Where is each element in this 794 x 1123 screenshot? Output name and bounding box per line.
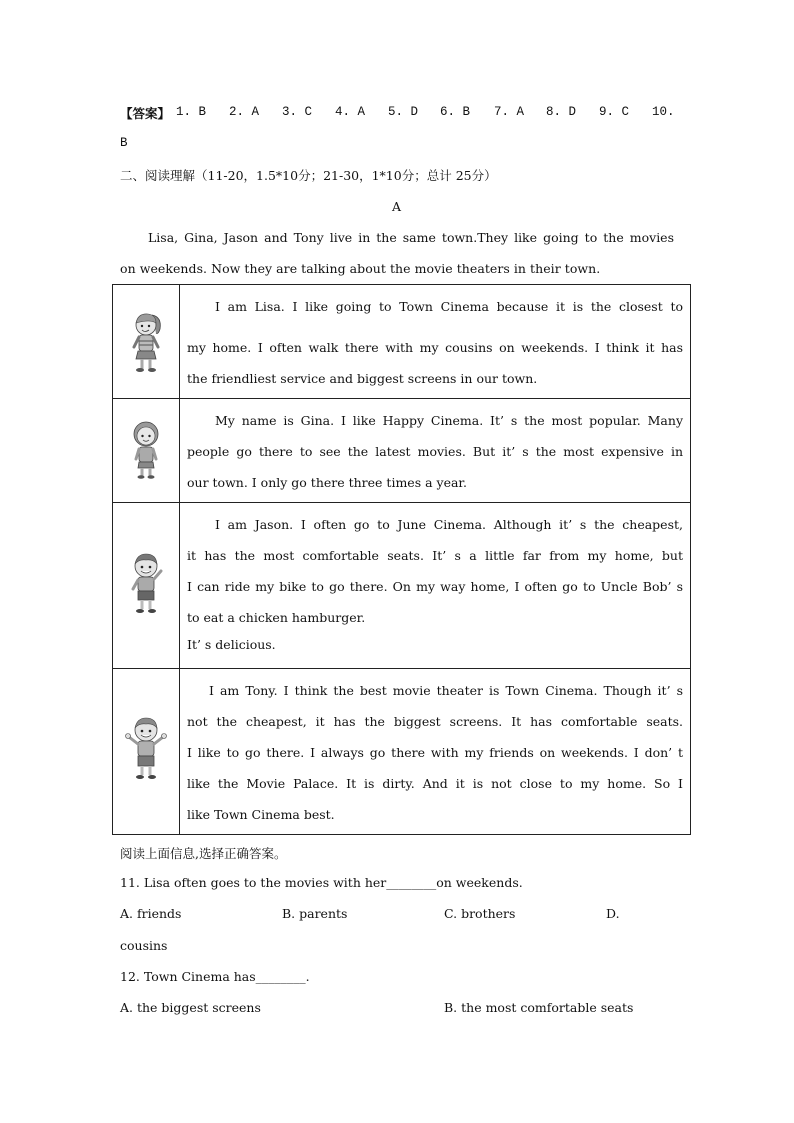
story-text-tony [180,669,691,835]
option-wrap: cousins [120,938,168,953]
answer-label: 【答案】 [120,106,171,121]
intro-line: on weekends. Now they are talking about the movie theaters in their town. [120,261,601,276]
story-line: the friendliest service and biggest screens in our town. [187,371,538,386]
table-row [113,669,691,835]
avatar-cell [113,399,180,503]
answer-item: 4. A [335,105,366,119]
instruction: 阅读上面信息,选择正确答案。 [120,846,287,861]
option: C. brothers [444,906,516,921]
section-heading: 二、阅读理解（11-20，1.5*10分；21-30，1*10分；总计 25分） [120,168,497,183]
story-line: I am Tony. I think the best movie theater is Town Cinema. Though it’ s [209,683,683,698]
story-line: people go there to see the latest movies. But it’ s the most expensive in [187,444,683,459]
story-line: It’ s delicious. [187,637,276,652]
story-text-jason [180,503,691,669]
answer-item-wrap: B [120,136,128,150]
intro-line: Lisa, Gina, Jason and Tony live in the same town.They like going to the movies [148,230,674,245]
story-line: not the cheapest, it has the biggest screens. It has comfortable seats. [187,714,683,729]
story-line: My name is Gina. I like Happy Cinema. It’ s the most popular. Many [215,413,683,428]
option: B. parents [282,906,348,921]
answer-item: 5. D [388,105,419,119]
boy-arms-up-icon [121,715,171,783]
answer-item: 2. A [229,105,260,119]
story-line: like the Movie Palace. It is dirty. And it is not close to my home. So I [187,776,683,791]
avatar-cell [113,669,180,835]
story-line: our town. I only go there three times a year. [187,475,467,490]
table-row [113,285,691,399]
girl-ponytail-icon [126,309,166,375]
table-row [113,503,691,669]
answer-item: 3. C [282,105,313,119]
story-line: to eat a chicken hamburger. [187,610,366,625]
table-row [113,399,691,503]
story-line: I like to go there. I always go there with my friends on weekends. I don’ t [187,745,683,760]
story-line: my home. I often walk there with my cousins on weekends. I think it has [187,340,683,355]
answer-item: 7. A [494,105,525,119]
answer-item: 1. B [176,105,207,119]
boy-waving-icon [126,551,166,617]
story-line: like Town Cinema best. [187,807,335,822]
passage-label: A [392,199,402,214]
story-table [112,284,691,835]
option: D. [606,906,620,921]
option: A. friends [120,906,182,921]
girl-short-hair-icon [128,419,164,481]
answer-item: 10. [652,105,675,119]
option: B. the most comfortable seats [444,1000,634,1015]
story-line: I am Lisa. I like going to Town Cinema because it is the closest to [215,299,683,314]
story-text-lisa [180,285,691,399]
option: A. the biggest screens [120,1000,261,1015]
story-text-gina [180,399,691,503]
question-stem: 12. Town Cinema has________. [120,969,310,984]
story-line: it has the most comfortable seats. It’ s a little far from my home, but [187,548,683,563]
story-line: I am Jason. I often go to June Cinema. Although it’ s the cheapest, [215,517,683,532]
answer-item: 6. B [440,105,471,119]
answer-item: 9. C [599,105,630,119]
avatar-cell [113,503,180,669]
avatar-cell [113,285,180,399]
story-line: I can ride my bike to go there. On my way home, I often go to Uncle Bob’ s [187,579,683,594]
answer-item: 8. D [546,105,577,119]
question-stem: 11. Lisa often goes to the movies with her________on weekends. [120,875,523,890]
